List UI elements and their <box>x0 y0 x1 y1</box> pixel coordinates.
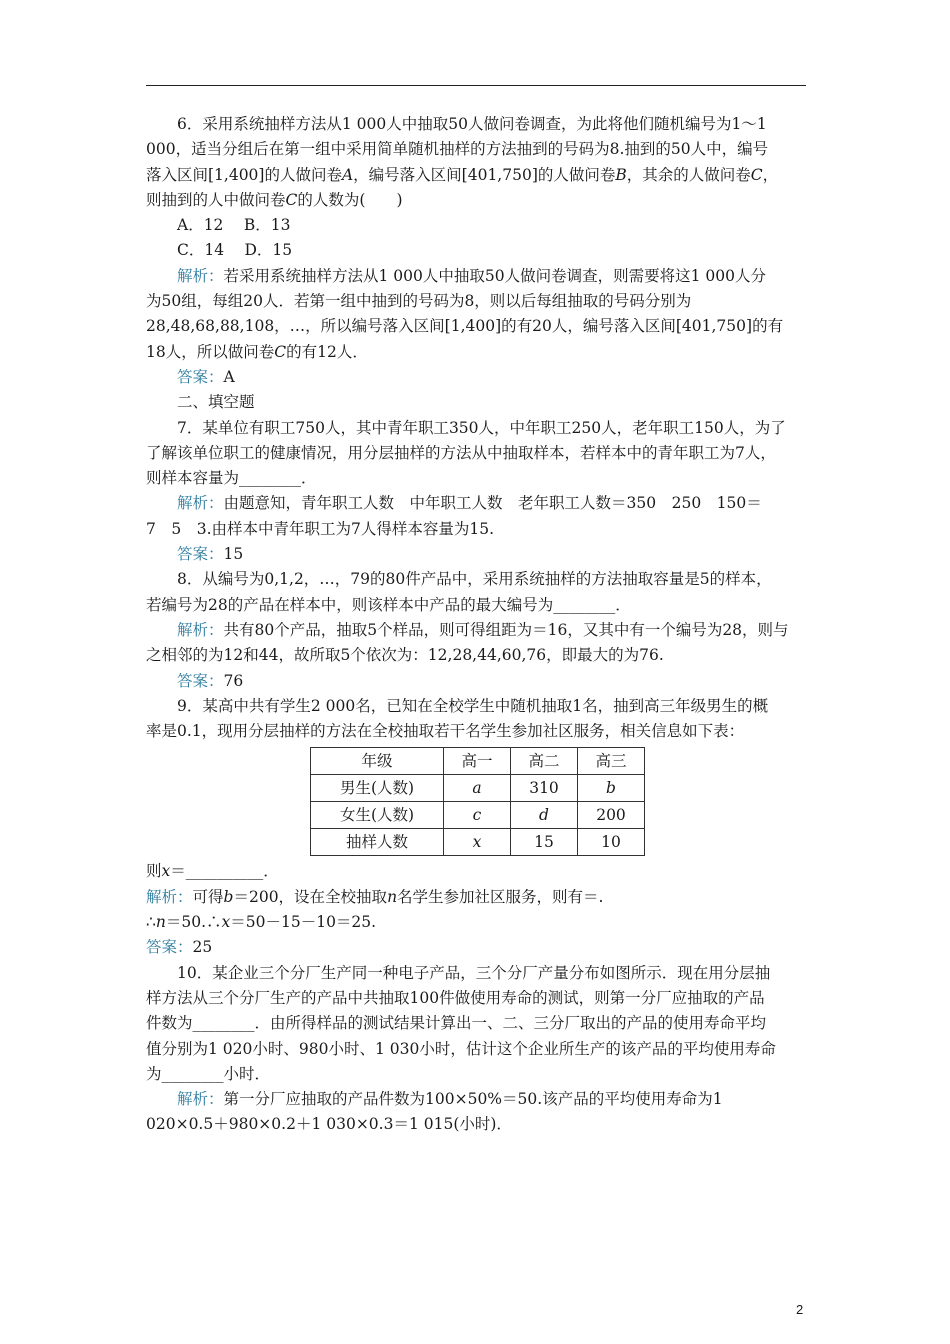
q10-line-4: 值分别为1 020小时、980小时、1 030小时，估计这个企业所生产的该产品的平均使用寿命 <box>146 1039 776 1058</box>
table-cell: a <box>444 775 511 802</box>
q6-solution-3: 28,48,68,88,108，…，所以编号落入区间[1,400]的有20人，编号落入区间[401,750]的有 <box>146 317 784 336</box>
solution-label: 解析： <box>177 266 224 285</box>
table-header-cell: 高一 <box>444 748 511 775</box>
q10-line-5: 为________小时． <box>146 1064 271 1083</box>
q8-line-1: 8．从编号为0,1,2，…，79的80件产品中，采用系统抽样的方法抽取容量是5的样本， <box>177 570 772 589</box>
answer-label: 答案： <box>146 938 193 957</box>
table-cell: 抽样人数 <box>311 829 444 856</box>
q6-line-4: 则抽到的人中做问卷C的人数为( ) <box>146 190 403 209</box>
q7-solution-2: 7 5 3.由样本中青年职工为7人得样本容量为15. <box>146 519 495 538</box>
table-header-cell: 高二 <box>511 748 578 775</box>
q8-line-2: 若编号为28的产品在样本中，则该样本中产品的最大编号为________． <box>146 595 631 614</box>
q10-line-3: 件数为________．由所得样品的测试结果计算出一、二、三分厂取出的产品的使用寿命平均 <box>146 1014 767 1033</box>
solution-label: 解析： <box>177 1090 224 1109</box>
q9-line-1: 9．某高中共有学生2 000名，已知在全校学生中随机抽取1名，抽到高三年级男生的概 <box>177 696 769 715</box>
solution-label: 解析： <box>177 494 224 513</box>
grade-table <box>310 747 645 856</box>
q8-answer: 答案：76 <box>177 671 244 690</box>
q6-solution-1: 解析：若采用系统抽样方法从1 000人中抽取50人做问卷调查，则需要将这1 000人分 <box>177 266 766 285</box>
table-cell: 15 <box>511 829 578 856</box>
q7-line-2: 了解该单位职工的健康情况，用分层抽样的方法从中抽取样本，若样本中的青年职工为7人， <box>146 443 776 462</box>
answer-label: 答案： <box>177 545 224 564</box>
table-cell: 女生(人数) <box>311 802 444 829</box>
q10-line-2: 样方法从三个分厂生产的产品中共抽取100件做使用寿命的测试，则第一分厂应抽取的产品 <box>146 988 765 1007</box>
q9-answer: 答案：25 <box>146 938 213 957</box>
q6-options-2: C．14 D．15 <box>177 241 293 260</box>
table-row <box>311 775 645 802</box>
answer-label: 答案： <box>177 367 224 386</box>
q8-solution-2: 之相邻的为12和44，故所取5个依次为：12,28,44,60,76，即最大的为76. <box>146 646 664 665</box>
table-header-cell: 高三 <box>578 748 645 775</box>
table-row <box>311 829 645 856</box>
q9-blank-line: 则x＝__________． <box>146 862 279 881</box>
q9-solution-2: ∴n＝50.∴x＝50－15－10＝25. <box>146 913 377 932</box>
q7-line-1: 7．某单位有职工750人，其中青年职工350人，中年职工250人，老年职工150人，为了 <box>177 418 786 437</box>
section-heading: 二、填空题 <box>177 393 255 412</box>
table-cell: x <box>444 829 511 856</box>
table-cell: 310 <box>511 775 578 802</box>
q9-line-2: 率是0.1，现用分层抽样的方法在全校抽取若干名学生参加社区服务，相关信息如下表： <box>146 722 745 741</box>
q7-line-3: 则样本容量为________． <box>146 469 317 488</box>
q7-answer: 答案：15 <box>177 545 244 564</box>
table-cell: 200 <box>578 802 645 829</box>
q6-solution-4: 18人，所以做问卷C的有12人． <box>146 342 368 361</box>
table-cell: 10 <box>578 829 645 856</box>
q6-line-1: 6．采用系统抽样方法从1 000人中抽取50人做问卷调查，为此将他们随机编号为1～1 <box>177 115 767 133</box>
q10-solution-2: 020×0.5＋980×0.2＋1 030×0.3＝1 015(小时)． <box>146 1115 512 1134</box>
q10-line-1: 10．某企业三个分厂生产同一种电子产品，三个分厂产量分布如图所示．现在用分层抽 <box>177 963 771 982</box>
solution-label: 解析： <box>177 620 224 639</box>
table-row <box>311 802 645 829</box>
table-cell: c <box>444 802 511 829</box>
answer-label: 答案： <box>177 671 224 690</box>
q6-solution-2: 为50组，每组20人．若第一组中抽到的号码为8，则以后每组抽取的号码分别为 <box>146 292 692 311</box>
solution-label: 解析： <box>146 887 193 906</box>
table-cell: 男生(人数) <box>311 775 444 802</box>
header-rule <box>146 85 806 86</box>
q6-answer: 答案：A <box>177 367 235 386</box>
q6-line-2: 000，适当分组后在第一组中采用简单随机抽样的方法抽到的号码为8.抽到的50人中，编号 <box>146 140 769 159</box>
table-header-row <box>311 748 645 775</box>
q6-line-3: 落入区间[1,400]的人做问卷A，编号落入区间[401,750]的人做问卷B，其余的人做问卷C， <box>146 165 779 184</box>
q9-solution-1: 解析：可得b＝200，设在全校抽取n名学生参加社区服务，则有＝. <box>146 887 604 906</box>
page-number: 2 <box>796 1302 804 1317</box>
q8-solution-1: 解析：共有80个产品，抽取5个样品，则可得组距为＝16，又其中有一个编号为28，则与 <box>177 620 789 639</box>
q10-solution-1: 解析：第一分厂应抽取的产品件数为100×50%＝50.该产品的平均使用寿命为1 <box>177 1090 723 1109</box>
table-header-cell: 年级 <box>311 748 444 775</box>
q7-solution-1: 解析：由题意知，青年职工人数 中年职工人数 老年职工人数＝350 250 150＝ <box>177 494 762 513</box>
table-cell: d <box>511 802 578 829</box>
q6-options-1: A．12 B．13 <box>177 216 291 235</box>
page-content <box>146 112 806 1138</box>
table-cell: b <box>578 775 645 802</box>
